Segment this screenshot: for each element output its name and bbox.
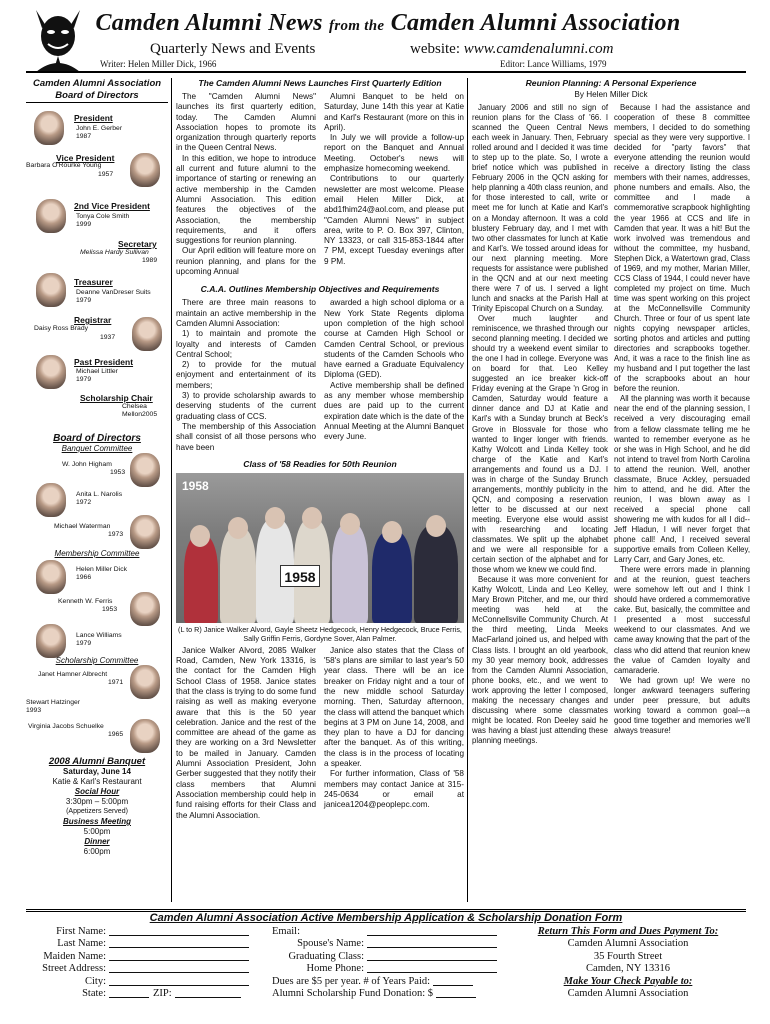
business-meeting-time: 5:00pm (83, 827, 111, 836)
banquet-committee-heading: Banquet Committee (61, 444, 133, 453)
paragraph: Janice also states that the Class of '58's plans are similar to last year's 50 year class. There will be an ice breaker on Friday night and a tour of the new middle school Saturday morning. Then, Saturday afternoon, the class will attend the banquet which begins at 3 PM on June 14, 2008, and they plan to have a DJ for dancing after the banquet. As of this writing, the class is in the process of locating a speaker. (324, 645, 464, 769)
officer-name: Michael Littler (76, 368, 118, 375)
article-byline: By Helen Miller Dick (574, 90, 648, 99)
paragraph: January 2006 and still no sign of reunion plans for the Class of '66. I scanned the Queen Central News each week in January. Then, February rolled around and I decided it was time to step up to the plate. So, I wrote a brief notice which was published in February 2006 in the QCN asking for help planning a 40th class reunion, and for those interested to call, write or meet me for lunch at Katie and Karl's on a Monday afternoon. It was a cold blustery February day, and I met with two other classmates for lunch at Katie and Karl's. We tossed around ideas for our next planning meeting. More requests for assistance were published in the QCN and at our next meeting there were 7 of us. I served a light lunch and snacks at the Parish Hall at Trinity Episcopal Church on a Sunday. (472, 103, 608, 313)
officer-name: Chelsea Mellon (122, 403, 147, 418)
person-figure (220, 527, 256, 623)
officer-role: Past President (74, 357, 134, 367)
middle-column (176, 78, 464, 821)
officer-role: Vice President (56, 153, 115, 163)
committee-member (26, 453, 168, 483)
member-year: 1972 (76, 499, 92, 506)
maiden-name-label: Maiden Name: (43, 950, 106, 962)
member-name: Kenneth W. Ferris (58, 598, 113, 605)
officer-name: Melissa Hardy Sullivan (80, 249, 149, 256)
officer-name: Deanne VanDreser Suits (76, 289, 151, 296)
payable-to: Camden Alumni Association (567, 988, 689, 1000)
class-year-sign: 1958 (280, 565, 320, 587)
article-heading: The Camden Alumni News Launches First Quarterly Edition (198, 78, 442, 88)
home-phone-field[interactable] (367, 963, 497, 973)
event-place: Katie & Karl's Restaurant (52, 777, 142, 786)
officer-year: 1979 (76, 297, 92, 304)
photo-year-label: 1958 (182, 478, 209, 493)
article-column (176, 92, 316, 277)
person-head (190, 525, 210, 547)
form-title: Camden Alumni Association Active Membership Application & Scholarship Donation Form (149, 912, 623, 924)
person-head (382, 521, 402, 543)
officer-role: 2nd Vice President (74, 201, 150, 211)
maiden-name-field[interactable] (109, 951, 249, 961)
officer-name: Tonya Cole Smith (76, 213, 130, 220)
article-heading: Class of '58 Readies for 50th Reunion (243, 458, 397, 469)
state-field[interactable] (109, 988, 149, 998)
class-of-58-photo (176, 473, 464, 623)
article-column (324, 298, 464, 452)
person-figure (332, 523, 368, 623)
article-column (472, 103, 608, 746)
officer-year: 1937 (100, 334, 116, 341)
member-name: Stewart Hatzinger (26, 699, 81, 706)
zip-field[interactable] (175, 988, 241, 998)
first-name-field[interactable] (109, 926, 249, 936)
paragraph: For further information, Class of '58 members may contact Janice at 315-245-0634 or email at janicea1204@peoplepc.com. (324, 769, 464, 810)
member-year: 1979 (76, 640, 92, 647)
banquet-event-box (26, 757, 168, 857)
committee-member (26, 558, 168, 592)
dues-label: Dues are $5 per year. # of Years Paid: (272, 975, 431, 987)
website-line: website: www.camdenalumni.com (410, 41, 614, 57)
scholarship-committee-heading: Scholarship Committee (55, 656, 139, 665)
member-photo (36, 624, 66, 658)
officer-photo (132, 317, 162, 351)
officer-year: 1987 (76, 133, 92, 140)
dinner-label: Dinner (84, 837, 110, 846)
photo-caption: (L to R) Janice Walker Alvord, Gayle Sheetz Hedgecock, Henry Hedgecock, Bruce Ferris, Sally Griffin Ferris, Gordyne Sover, Alan Palmer. (178, 624, 462, 643)
devil-mascot-icon (28, 6, 88, 72)
person-figure (372, 531, 412, 623)
officer-photo (36, 273, 66, 307)
officer-scholarship-chair (26, 393, 168, 431)
graduating-class-field[interactable] (367, 951, 497, 961)
officer-year: 1979 (76, 376, 92, 383)
article-class-of-58 (176, 646, 464, 821)
membership-committee-heading: Membership Committee (54, 549, 140, 558)
officer-photo (36, 355, 66, 389)
officer-year: 2005 (142, 411, 158, 418)
sidebar-subtitle: Board of Directors (26, 90, 168, 103)
article-column (176, 646, 316, 821)
member-photo (36, 560, 66, 594)
masthead-divider (26, 71, 746, 73)
event-heading: 2008 Alumni Banquet (48, 756, 146, 767)
years-paid-field[interactable] (433, 976, 473, 986)
member-photo (130, 719, 160, 753)
paragraph: There are three main reasons to maintain an active membership in the Camden Alumni Association: (176, 298, 316, 328)
member-photo (36, 483, 66, 517)
officer-treasurer (26, 273, 168, 315)
person-head (228, 517, 248, 539)
officer-year: 1957 (98, 171, 114, 178)
street-address-label: Street Address: (42, 963, 106, 975)
paragraph: Because I had the assistance and cooperation of these 8 committee members, I decided to do something special as they were very supportive. I decided for "party favors" that everyone attending the reunion would receive a directory listing the class members with their names, addresses, phone numbers and emails. Also, the committee and I made a commemorative scrapbook highlighting the year 1966 at CCS and life in Camden that year. It was a hit! But the work involved was tremendous and without the committee, my husband, Stephen Dick, a Watertown grad, Class of 1969, and my mother, Marian Miller, CCS Class of 1944, I could never have completed my project on time. Much time was spent working on this project at the McConnellsville Community Church. Three or four of us spent late nights copying newspaper articles, sorting photos and articles and putting directories and scrapbooks together. And, it was a race to the finish line as my husband and I put together the last of the scrapbooks about an hour before the reunion. (614, 103, 750, 394)
paragraph: 1) to maintain and promote the loyalty and interests of Camden Central School; (176, 329, 316, 359)
paragraph: In this edition, we hope to introduce all current and future alumni to the importance of starting or renewing an active membership in the Camden Alumni Association. This edition features the objectives of the Association, the membership requirements, and it offers suggestions for reunion planning. (176, 153, 316, 246)
member-year: 1965 (108, 731, 124, 738)
return-line: Camden Alumni Association (567, 938, 689, 950)
paragraph: 2) to provide for the mutual enjoyment and entertainment of its members; (176, 360, 316, 390)
board-sidebar (26, 78, 168, 902)
committee-member (26, 665, 168, 697)
member-name: Janet Hamner Albrecht (38, 671, 108, 678)
person-head (302, 507, 322, 529)
committee-member (26, 719, 168, 753)
paragraph: The "Camden Alumni News" launches its first quarterly edition, today. The Camden Alumni Association hopes to promote its organization through quarterly reports in the Queen Central News. (176, 92, 316, 153)
last-name-label: Last Name: (57, 938, 106, 950)
member-name: Helen Miller Dick (76, 566, 127, 573)
committee-member (26, 624, 168, 656)
article-heading: Reunion Planning: A Personal Experience (525, 78, 697, 88)
article-heading: C.A.A. Outlines Membership Objectives and Requirements (200, 284, 440, 295)
officer-year: 1989 (142, 257, 158, 264)
street-address-field[interactable] (109, 963, 249, 973)
form-contact-fields (264, 926, 504, 1000)
officer-role: Secretary (118, 239, 157, 249)
event-date: Saturday, June 14 (63, 767, 131, 776)
article-column (324, 646, 464, 821)
officer-past-president (26, 355, 168, 393)
officer-role: Scholarship Chair (80, 393, 153, 403)
person-head (426, 515, 446, 537)
paragraph: awarded a high school diploma or a New York State Regents diploma upon completion of the high school course at Camden High School or Camden Central School, or previous students of the Camden Schools who have earned a Graduate Equivalency Diploma (GED). (324, 298, 464, 380)
member-year: 1953 (102, 606, 118, 613)
article-quarterly-edition (176, 92, 464, 277)
paragraph: 3) to provide scholarship awards to deserving students of the current graduating class of CCS. (176, 391, 316, 421)
last-name-field[interactable] (109, 938, 249, 948)
officer-photo (36, 199, 66, 233)
subtitle-left: Quarterly News and Events (150, 41, 316, 57)
officer-photo (34, 111, 64, 145)
website-link[interactable]: www.camdenalumni.com (463, 41, 614, 57)
officer-vice-president (26, 153, 168, 195)
member-photo (130, 453, 160, 487)
article-column (324, 92, 464, 277)
directors-heading: Board of Directors (53, 433, 141, 444)
person-figure (184, 535, 218, 623)
first-name-label: First Name: (56, 926, 106, 937)
city-field[interactable] (109, 976, 249, 986)
person-head (265, 507, 285, 529)
donation-field[interactable] (436, 988, 476, 998)
officer-role: Registrar (74, 315, 112, 325)
state-label: State: (82, 988, 106, 1000)
officer-role: President (74, 113, 113, 123)
officer-secretary (26, 239, 168, 273)
officer-president (26, 107, 168, 153)
graduating-class-label: Graduating Class: (288, 950, 364, 962)
editor-credit: Editor: Lance Williams, 1979 (500, 59, 607, 69)
member-name: W. John Higham (62, 461, 112, 468)
member-year: 1993 (26, 707, 42, 714)
paragraph: Active membership shall be defined as any member whose membership dues are paid up to the current expiration date which is the date of the Annual Meeting at the Alumni Banquet every June. (324, 380, 464, 442)
article-column (176, 298, 316, 452)
business-meeting-label: Business Meeting (62, 817, 131, 826)
email-label: Email: (272, 926, 300, 937)
officer-photo (130, 153, 160, 187)
person-head (340, 513, 360, 535)
return-line: Camden, NY 13316 (586, 963, 670, 975)
paragraph: In July we will provide a follow-up report on the Banquet and Annual Meeting. October's news will emphasize homecoming weekend. (324, 133, 464, 174)
officer-name: John E. Gerber (76, 125, 123, 132)
officer-second-vice-president (26, 195, 168, 239)
paragraph: Janice Walker Alvord, 2085 Walker Road, Camden, New York 13316, is the contact for the Camden High School Class of 1958. Janice states that the class is trying to do some fund raising as well as making everyone aware that this is the 50 year celebration. Janice and the rest of the committee are ahead of the game as they are working on a 3rd Newsletter to be mailed in January. Camden Alumni Association President, John Gerber suggested that they notify their class members that Alumni Association membership could help in fund raising efforts for their Class and the Alumni Association. (176, 645, 316, 820)
form-return-info (510, 926, 746, 1000)
article-membership (176, 298, 464, 452)
paragraph: There were errors made in planning and at the reunion, guest teachers were somehow left out and I think I should have ordered a commemorative cake. But, basically, the committee and I presented a most successful weekend to our classmates. And we came away knowing that the part of the class who did attend that reunion knew the value of Camden loyalty and camaraderie. (614, 565, 750, 675)
donation-label: Alumni Scholarship Fund Donation: $ (272, 988, 433, 1000)
officer-name: Daisy Ross Brady (34, 325, 89, 332)
committee-member (26, 515, 168, 549)
member-photo (130, 515, 160, 549)
paragraph: The membership of this Association shall consist of all those persons who have been (176, 421, 316, 452)
return-line: 35 Fourth Street (593, 950, 663, 962)
paragraph: Contributions to our quarterly newsletter are most welcome. Please email Helen Miller Dick, at abd1fhim24@aol.com, and please put "Camden Alumni News" in subject area, write to P. O. Box 397, Clinton, NY 13323, or call 315-853-1844 after 7 PM, except Tuesday evenings after 9 PM. (324, 174, 464, 266)
writer-credit: Writer: Helen Miller Dick, 1966 (100, 59, 217, 69)
officer-role: Treasurer (74, 277, 113, 287)
masthead (0, 0, 770, 74)
column-divider (171, 78, 172, 902)
member-year: 1971 (108, 679, 124, 686)
dinner-time: 6:00pm (83, 847, 111, 856)
home-phone-label: Home Phone: (306, 963, 364, 975)
social-hour-time: 3:30pm – 5:00pm (65, 797, 129, 806)
paragraph: Our April edition will feature more on reunion planning, and plans for the upcoming Annual (176, 246, 316, 277)
member-name: Michael Waterman (54, 523, 111, 530)
committee-member (26, 483, 168, 515)
email-field[interactable] (367, 926, 497, 936)
spouse-name-label: Spouse's Name: (297, 938, 364, 950)
member-year: 1973 (108, 531, 124, 538)
member-year: 1953 (110, 469, 126, 476)
paragraph: Alumni Banquet to be held on Saturday, June 14th this year at Katie and Karl's Restaurant (more on this in April). (324, 92, 464, 132)
officer-name: Barbara O'Rourke Young (26, 162, 102, 169)
payable-heading: Make Your Check Payable to: (563, 975, 693, 987)
zip-label: ZIP: (153, 988, 172, 1000)
paragraph: Over much laughter and reminiscence, we thrashed through our second planning meeting. I decided we should try a weekend event similar to the one I had in college. Everyone was on board for that. Leo Kelley suggested an ice breaker kick-off Friday evening at the Grape 'n Grog in Camden, Saturday would feature a dinner dance and DJ at Katie and Karl's with a Sunday brunch at Beck's Grove in Blossvale for those who wanted to linger longer with friends. Kathy Wolcott and Linda Kelley took charge of the Katie and Karl's arrangements and found us a DJ. I was in charge of the Sunday Brunch arrangements, monthly publicity in the QCN, and composing a reservation letter to be discussed at our next meeting. Everyone else would assist with researching and locating classmates. We split up the alphabet and we were all responsible for a certain section of the alphabet and for those whom we knew we could find. (472, 313, 608, 575)
member-name: Anita L. Narolis (76, 491, 123, 498)
return-heading: Return This Form and Dues Payment To: (537, 926, 719, 937)
member-name: Lance Williams (76, 632, 122, 639)
member-name: Virginia Jacobs Schuelke (28, 723, 104, 730)
newsletter-title: Camden Alumni News from the Camden Alumni Association (95, 10, 681, 36)
right-column (472, 78, 750, 746)
member-year: 1966 (76, 574, 92, 581)
article-reunion-planning (472, 103, 750, 746)
member-photo (130, 665, 160, 699)
column-divider (467, 78, 468, 902)
paragraph: All the planning was worth it because near the end of the planning session, I received a very discouraging email from a fellow classmate telling me he wanted to remember everyone as he or she was in High School, and he did not intend to travel from North Carolina to attend the reunion. Well, another classmate, Bruce Ackley, persuaded him to attend, and he did. After the reunion, I was blown away as I received a special phone call showering me with kudos for all I did--Jeff Hladun, I will never forget that phone call! And, I received several supportive emails from Colleen Kelley, Larry Carr, and Gary Jones, etc. (614, 394, 750, 565)
social-hour-note: (Appetizers Served) (66, 808, 128, 815)
officer-registrar (26, 315, 168, 355)
social-hour-label: Social Hour (74, 787, 120, 796)
committee-member (26, 592, 168, 624)
paragraph: Because it was more convenient for Kathy Wolcott, Linda and Leo Kelley, Mary Brown Pitcher, and me, our third meeting was held at the McConnellsville Community Church. At the third meeting, Linda Meeks MacFarland joined us, and helped with Class lists. I brought an old yearbook, my 30 year memory book, addresses from the Camden Alumni Association, phone books, etc., and we went to work approving the letter I composed, making the necessary changes and discussing where some classmates might be located. Ron Deeley said he was having a blast just attending these planning meetings. (472, 575, 608, 745)
member-photo (130, 592, 160, 626)
officer-year: 1999 (76, 221, 92, 228)
sidebar-title: Camden Alumni Association (32, 78, 162, 89)
form-personal-fields (30, 926, 254, 1000)
spouse-name-field[interactable] (367, 938, 497, 948)
person-figure (414, 525, 458, 623)
paragraph: We had grown up! We were no longer awkward teenagers suffering under peer pressure, but adults working toward a common goal---a good time together and memories we'll always treasure! (614, 675, 750, 735)
city-label: City: (84, 975, 106, 987)
committee-member (26, 697, 168, 719)
article-column (614, 103, 750, 746)
